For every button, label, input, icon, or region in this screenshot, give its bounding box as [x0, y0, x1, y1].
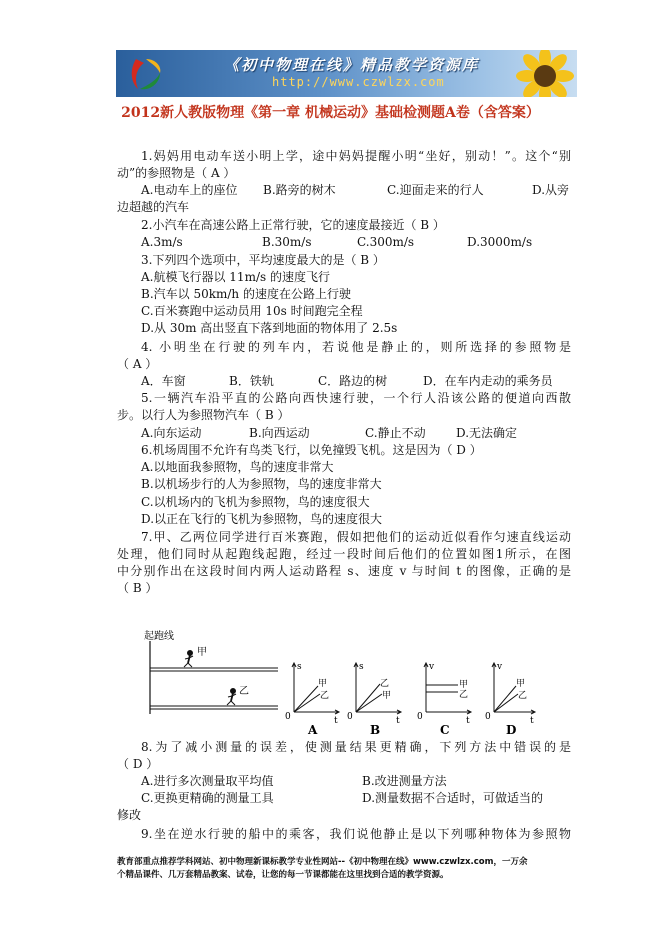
q2-stem: 2.小汽车在高速公路上正常行驶，它的速度最接近（ B ） [141, 218, 445, 232]
graph-b [347, 662, 401, 737]
graph-c-origin: 0 [417, 712, 423, 722]
q5-stem: 5.一辆汽车沿平直的公路向西快速行驶，一个行人沿该公路的便道向西散 [141, 391, 571, 405]
q4-stem: 4. 小明坐在行驶的列车内，若说他是静止的，则所选择的参照物是 [141, 340, 571, 354]
graph-c [417, 662, 471, 737]
q2-option-c: C.300m/s [357, 235, 415, 249]
start-line-label: 起跑线 [144, 631, 174, 642]
q5-option-c: C.静止不动 [365, 426, 426, 440]
q7-stem: 7.甲、乙两位同学进行百米赛跑，假如把他们的运动近似看作匀速直线运动 [141, 530, 571, 544]
graph-b-x-label: t [396, 716, 400, 726]
header-banner [116, 50, 577, 97]
q5-stem-cont: 步。以行人为参照物汽车（ B ） [117, 408, 290, 422]
q8-stem: 8.为了减小测量的误差，使测量结果更精确，下列方法中错误的是 [141, 740, 571, 754]
graph-a-origin: 0 [285, 712, 291, 722]
graph-a-label-1: 甲 [318, 679, 328, 689]
q6-stem: 6.机场周围不允许有鸟类飞行，以免撞毁飞机。这是因为（ D ） [141, 443, 482, 457]
q9-stem: 9.坐在逆水行驶的船中的乘客，我们说他静止是以下列哪种物体为参照物 [141, 827, 571, 841]
q5-option-b: B.向西运动 [249, 426, 310, 440]
runner-jia-label: 甲 [197, 647, 207, 658]
q2-option-b: B.30m/s [262, 235, 312, 249]
q2-option-a: A.3m/s [141, 235, 183, 249]
q3-stem: 3.下列四个选项中，平均速度最大的是（ B ） [141, 253, 385, 267]
q1-option-a: A.电动车上的座位 [141, 183, 238, 197]
q1-stem: 1.妈妈用电动车送小明上学，途中妈妈提醒小明“坐好，别动！”。这个“别 [141, 149, 571, 163]
graph-b-label-2: 甲 [382, 691, 392, 701]
q3-option-d: D.从 30m 高出竖直下落到地面的物体用了 2.5s [141, 321, 398, 335]
banner-title: 《初中物理在线》精品教学资源库 [224, 56, 480, 74]
banner-url[interactable]: http://www.czwlzx.com [272, 75, 445, 89]
q8-option-c: C.更换更精确的测量工具 [141, 791, 274, 805]
q6-option-a: A.以地面我参照物，鸟的速度非常大 [141, 460, 334, 474]
sunflower-image [515, 50, 575, 97]
q4-answer: （ A ） [117, 357, 158, 371]
graph-b-y-label: s [359, 662, 364, 672]
graph-c-letter: C [440, 723, 450, 737]
graph-a-y-label: s [297, 662, 302, 672]
q7-answer: （ B ） [117, 581, 158, 595]
q6-option-c: C.以机场内的飞机为参照物，鸟的速度很大 [141, 495, 370, 509]
q1-option-d-cont: 边超越的汽车 [117, 200, 190, 214]
runner-jia-icon [184, 651, 193, 668]
q1-option-b: B.路旁的树木 [263, 183, 336, 197]
page-footer [117, 856, 527, 882]
graph-d-letter: D [506, 723, 517, 737]
q3-option-b: B.汽车以 50km/h 的速度在公路上行驶 [141, 287, 351, 301]
graph-c-y-label: v [429, 662, 435, 672]
graph-b-label-1: 乙 [380, 679, 390, 689]
running-track [150, 668, 278, 709]
q2-option-d: D.3000m/s [467, 235, 533, 249]
graph-a-x-label: t [334, 716, 338, 726]
q4-option-b: B．铁轨 [229, 374, 274, 388]
graph-d-origin: 0 [485, 712, 491, 722]
q8-option-d-cont: 修改 [117, 808, 142, 822]
graph-c-label-1: 甲 [459, 680, 469, 690]
q7-stem-cont-2: 中分别作出在这段时间内两人运动路程 s、速度 v 与时间 t 的图像，正确的是 [117, 564, 571, 578]
q1-option-c: C.迎面走来的行人 [387, 183, 484, 197]
q7-stem-cont-1: 处理，他们同时从起跑线起跑，经过一段时间后他们的位置如图1所示，在图 [117, 547, 571, 561]
graph-a-label-2: 乙 [320, 691, 330, 701]
footer-line-2: 个精品课件、几万套精品教案、试卷，让您的每一节课都能在这里找到合适的教学资源。 [117, 870, 449, 880]
runner-yi-label: 乙 [239, 686, 249, 697]
graph-b-letter: B [370, 723, 381, 737]
runner-yi-icon [227, 689, 236, 706]
graph-d [485, 662, 535, 737]
q5-option-d: D.无法确定 [456, 426, 518, 440]
graph-d-label-2: 乙 [518, 691, 528, 701]
q1-option-d: D.从旁 [532, 183, 570, 197]
graph-c-label-2: 乙 [459, 690, 469, 700]
q3-option-a: A.航模飞行器以 11m/s 的速度飞行 [141, 270, 330, 284]
graph-a-letter: A [308, 723, 318, 737]
graph-d-label-1: 甲 [516, 679, 526, 689]
graph-d-x-label: t [530, 716, 534, 726]
q1-stem-cont: 动”的参照物是（ A ） [117, 166, 236, 180]
figure-1 [140, 628, 540, 740]
footer-line-1: 教育部重点推荐学科网站、初中物理新课标教学专业性网站--《初中物理在线》www.czwlzx.com，一万余 [117, 857, 528, 867]
document-title: 2012新人教版物理《第一章 机械运动》基础检测题A卷（含答案） [121, 105, 540, 121]
q6-option-b: B.以机场步行的人为参照物，鸟的速度非常大 [141, 477, 382, 491]
graph-d-y-label: v [497, 662, 503, 672]
q8-answer: （ D ） [117, 757, 159, 771]
q8-option-b: B.改进测量方法 [362, 774, 447, 788]
q8-option-a: A.进行多次测量取平均值 [141, 774, 274, 788]
q4-option-d: D．在车内走动的乘务员 [423, 374, 553, 388]
site-logo [126, 55, 164, 93]
q3-option-c: C.百米赛跑中运动员用 10s 时间跑完全程 [141, 304, 363, 318]
graph-c-x-label: t [466, 716, 470, 726]
graph-b-origin: 0 [347, 712, 353, 722]
q6-option-d: D.以正在飞行的飞机为参照物，鸟的速度很大 [141, 512, 383, 526]
q5-option-a: A.向东运动 [141, 426, 202, 440]
q8-option-d: D.测量数据不合适时，可做适当的 [362, 791, 544, 805]
q4-option-a: A．车窗 [141, 374, 186, 388]
q4-option-c: C．路边的树 [318, 374, 388, 388]
graph-a [285, 662, 339, 737]
